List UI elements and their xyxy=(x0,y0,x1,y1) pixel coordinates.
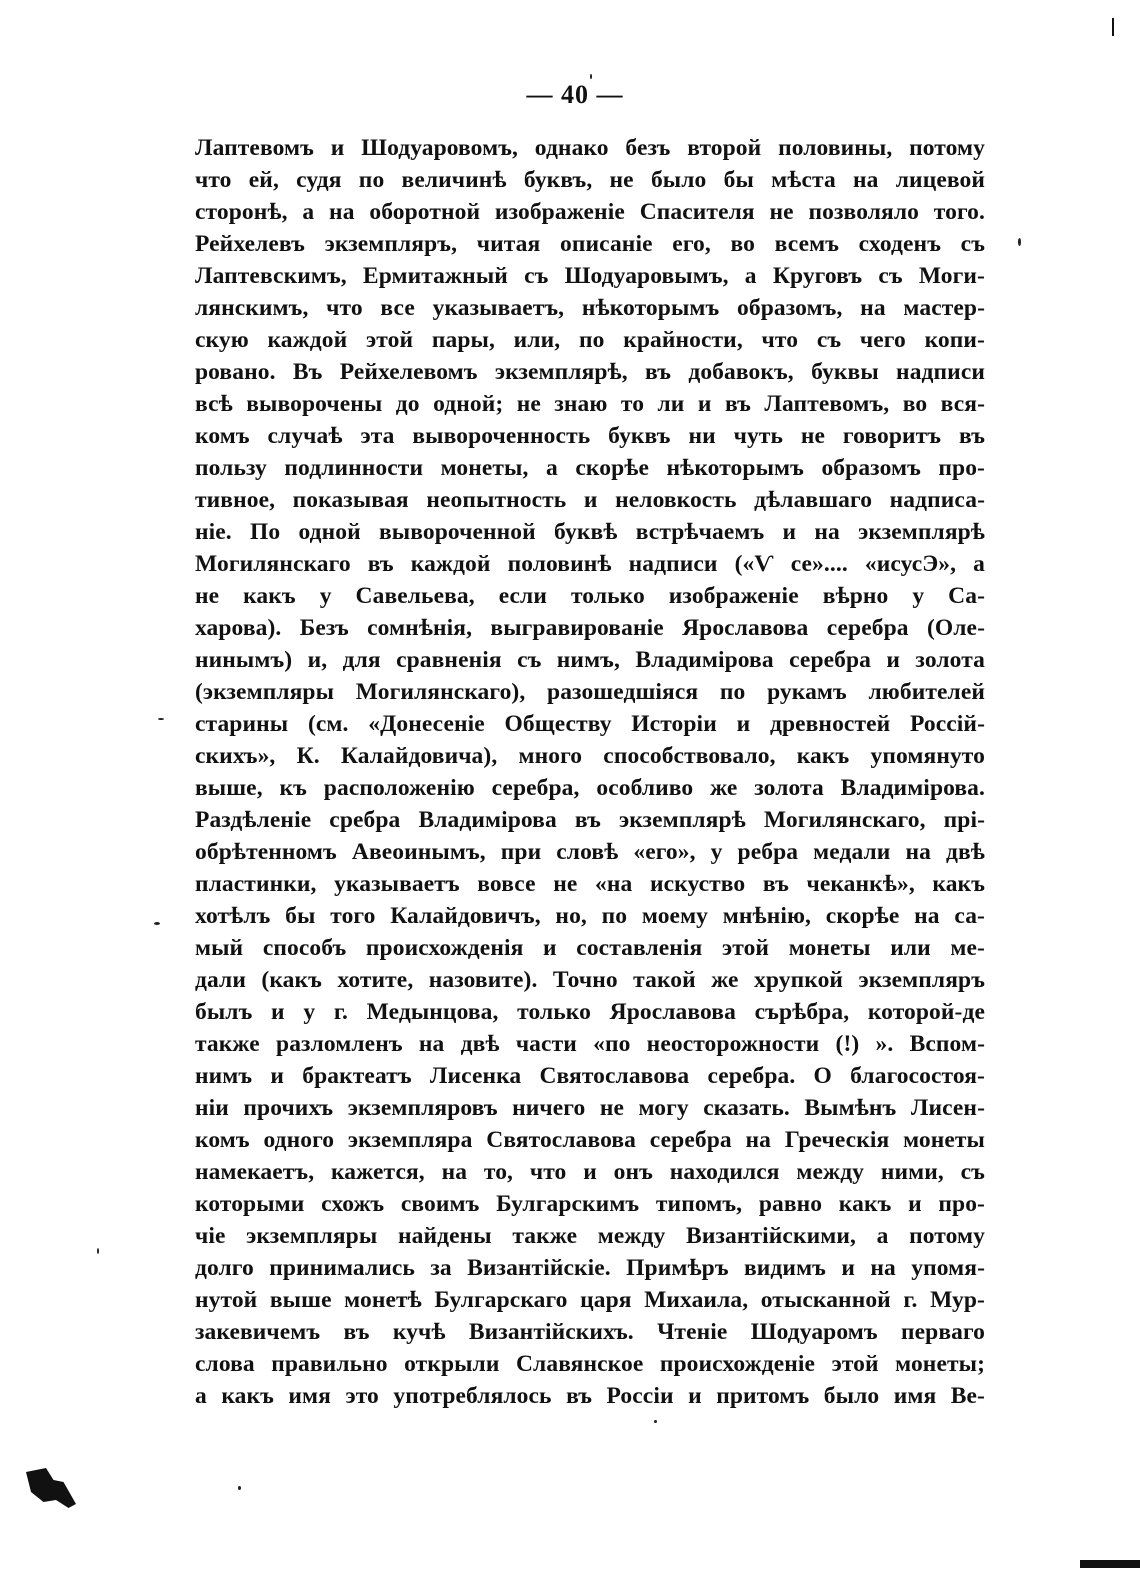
body-text xyxy=(195,132,985,1412)
edge-mark xyxy=(1080,1560,1140,1568)
text-line: Лаптевомъ и Шодуаровомъ, однако безъ второй половины, потому xyxy=(195,135,985,161)
text-line: скихъ», К. Калайдовича), много способствовало, какъ упомянуто xyxy=(195,743,985,769)
text-line: которыми схожъ своимъ Булгарскимъ типомъ, равно какъ и про- xyxy=(195,1191,985,1217)
text-line: также разломленъ на двѣ части «по неосторожности (!) ». Вспом- xyxy=(195,1031,985,1057)
text-line: нинымъ) и, для сравненія съ нимъ, Владимірова серебра и золота xyxy=(195,647,985,673)
text-line: ніи прочихъ экземпляровъ ничего не могу сказать. Вымѣнъ Лисен- xyxy=(195,1095,985,1121)
text-line: выше, къ расположенію серебра, особливо же золота Владимірова. xyxy=(195,775,985,801)
text-line: закевичемъ въ кучѣ Византійскихъ. Чтеніе Шодуаромъ перваго xyxy=(195,1319,985,1345)
text-line: пользу подлинности монеты, а скорѣе нѣкоторымъ образомъ про- xyxy=(195,455,985,481)
scan-speck xyxy=(238,1486,241,1490)
scan-speck xyxy=(654,1420,657,1423)
text-line: Лаптевскимъ, Ермитажный съ Шодуаровымъ, а Круговъ съ Моги- xyxy=(195,263,985,289)
text-line: (экземпляры Могилянскаго), разошедшіяся по рукамъ любителей xyxy=(195,679,985,705)
text-line: хотѣлъ бы того Калайдовичъ, но, по моему мнѣнію, скорѣе на са- xyxy=(195,903,985,929)
text-line: Могилянскаго въ каждой половинѣ надписи («Ѵ се».... «исусЭ», а xyxy=(195,551,985,577)
text-line: Рейхелевъ экземпляръ, читая описаніе его, во всемъ сходенъ съ xyxy=(195,231,985,257)
text-line: старины (см. «Донесеніе Обществу Исторіи и древностей Россій- xyxy=(195,711,985,737)
text-line: намекаетъ, кажется, на то, что и онъ находился между ними, съ xyxy=(195,1159,985,1185)
text-line: а какъ имя это употреблялось въ Россіи и притомъ было имя Ве- xyxy=(195,1383,985,1409)
text-line: что ей, судя по величинѣ буквъ, не было бы мѣста на лицевой xyxy=(195,167,985,193)
scan-speck xyxy=(1018,238,1021,246)
text-line: лянскимъ, что все указываетъ, нѣкоторымъ образомъ, на мастер- xyxy=(195,295,985,321)
edge-mark xyxy=(1112,18,1114,36)
text-line: скую каждой этой пары, или, по крайности, что съ чего копи- xyxy=(195,327,985,353)
text-line: всѣ выворочены до одной; не знаю то ли и въ Лаптевомъ, во вся- xyxy=(195,391,985,417)
text-line: не какъ у Савельева, если только изображеніе вѣрно у Са- xyxy=(195,583,985,609)
text-line: былъ и у г. Медынцова, только Ярославова сърѣбра, которой-де xyxy=(195,999,985,1025)
text-line: комъ одного экземпляра Святославова серебра на Греческія монеты xyxy=(195,1127,985,1153)
text-line: ніе. По одной вывороченной буквѣ встрѣчаемъ и на экземплярѣ xyxy=(195,519,985,545)
text-line: чіе экземпляры найдены также между Византійскими, а потому xyxy=(195,1223,985,1249)
text-line: слова правильно открыли Славянское происхожденіе этой монеты; xyxy=(195,1351,985,1377)
text-line: ровано. Въ Рейхелевомъ экземплярѣ, въ добавокъ, буквы надписи xyxy=(195,359,985,385)
scan-speck xyxy=(97,1248,99,1254)
scan-speck xyxy=(158,718,164,720)
scan-speck xyxy=(590,74,592,79)
text-line: дали (какъ хотите, назовите). Точно такой же хрупкой экземпляръ xyxy=(195,967,985,993)
text-line: мый способъ происхожденія и составленія этой монеты или ме- xyxy=(195,935,985,961)
text-line: тивное, показывая неопытность и неловкость дѣлавшаго надписа- xyxy=(195,487,985,513)
text-line: долго принимались за Византійскіе. Примѣръ видимъ и на упомя- xyxy=(195,1255,985,1281)
text-line: пластинки, указываетъ вовсе не «на искуство въ чеканкѣ», какъ xyxy=(195,871,985,897)
text-line: нутой выше монетѣ Булгарскаго царя Михаила, отысканной г. Мур- xyxy=(195,1287,985,1313)
text-line: обрѣтенномъ Авеоинымъ, при словѣ «его», у ребра медали на двѣ xyxy=(195,839,985,865)
page-number: — 40 — xyxy=(526,80,624,109)
text-line: нимъ и брактеатъ Лисенка Святославова серебра. О благосостоя- xyxy=(195,1063,985,1089)
text-line: харова). Безъ сомнѣнія, выгравированіе Ярославова серебра (Оле- xyxy=(195,615,985,641)
text-line: Раздѣленіе сребра Владимірова въ экземплярѣ Могилянскаго, прі- xyxy=(195,807,985,833)
text-line: сторонѣ, а на оборотной изображеніе Спасителя не позволяло того. xyxy=(195,199,985,225)
ink-blot xyxy=(26,1468,76,1508)
text-line: комъ случаѣ эта вывороченность буквъ ни чуть не говоритъ въ xyxy=(195,423,985,449)
scan-speck xyxy=(154,922,160,925)
